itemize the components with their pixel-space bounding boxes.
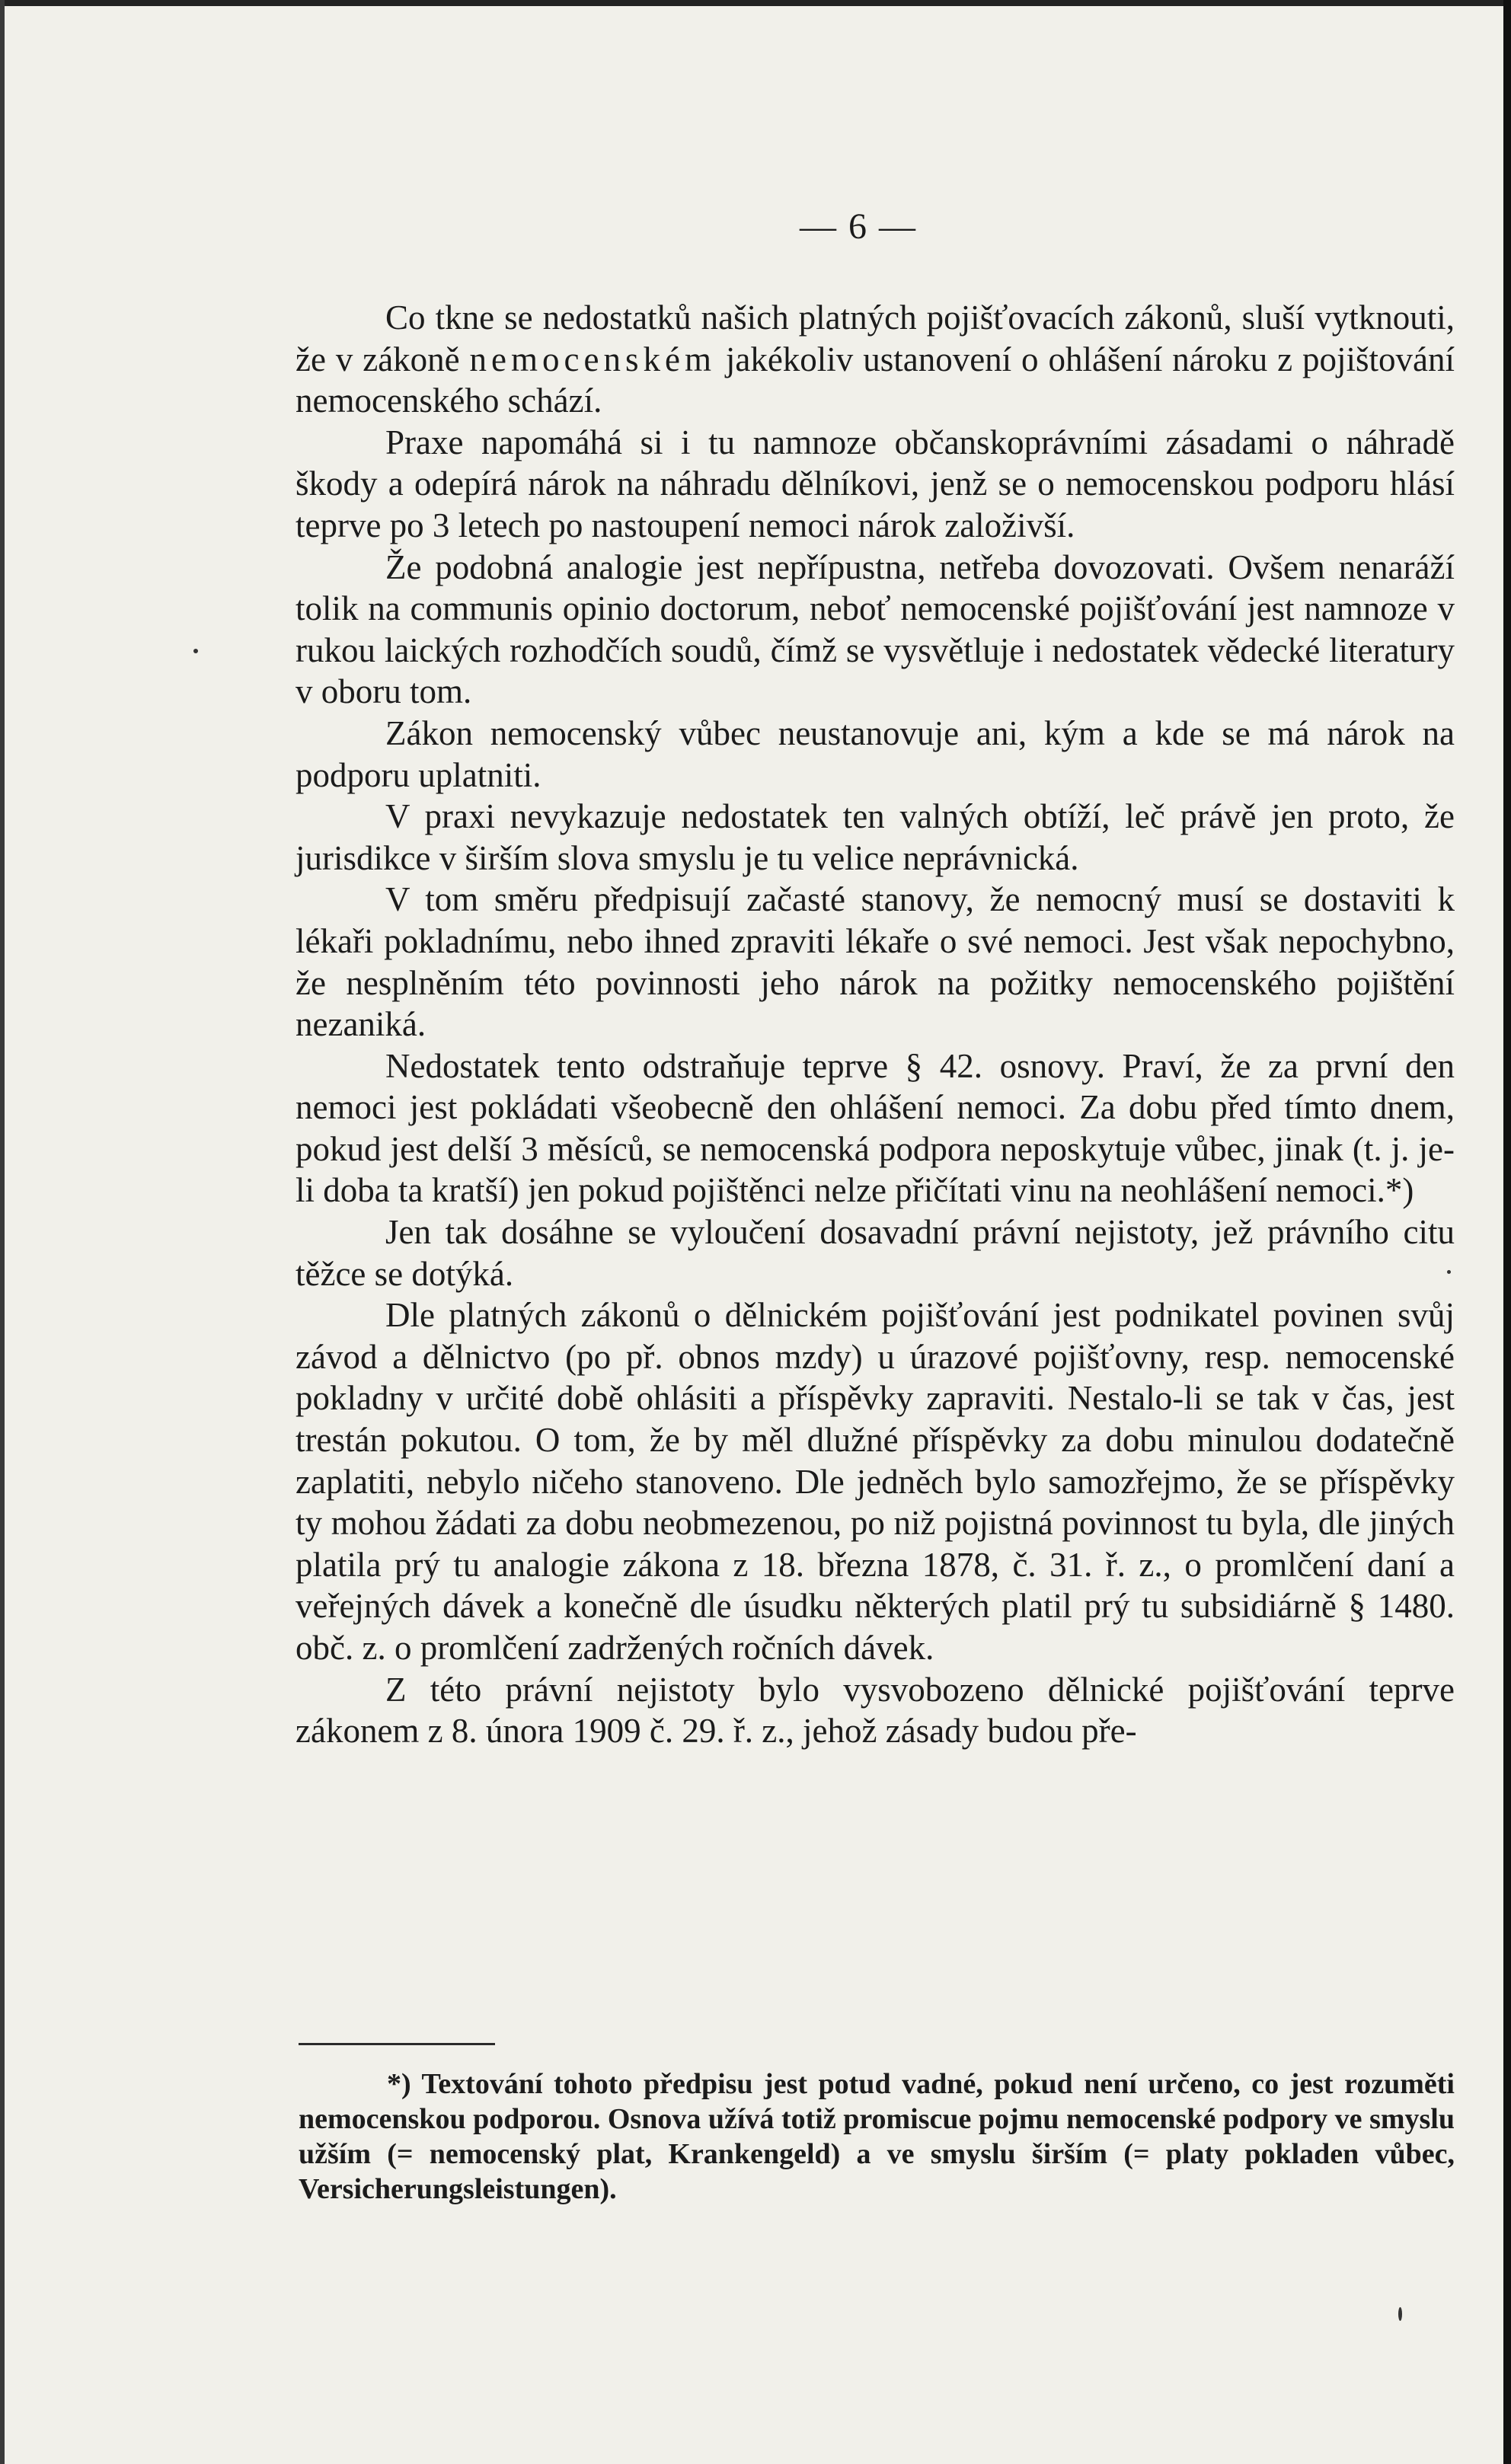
paragraph: Nedostatek tento odstraňuje teprve § 42. osnovy. Praví, že za první den nemoci jest pokládati všeobecně den ohlášení nemoci. Za dobu před tímto dnem, pokud jest delší 3 měsíců, se nemocenská podpora neposkytuje vůbec, jinak (t. j. je-li doba ta kratší) jen pokud pojištěnci nelze přičítati vinu na neohlášení nemoci.*) [295, 1046, 1455, 1210]
footnote [299, 2067, 1455, 2207]
scan-speck [193, 649, 198, 653]
scan-border-top [0, 0, 1511, 6]
paragraph-text: jakékoliv ustanovení o ohlášení nároku z pojištování nemocenského schází. [295, 340, 1455, 420]
paragraph-text: Co tkne se nedostatků našich platných pojišťovacích zákonů, sluší vytknouti, že v zákoně [295, 298, 1455, 378]
paragraph: V praxi nevykazuje nedostatek ten valných obtíží, leč právě jen proto, že jurisdikce v širším slova smyslu je tu velice neprávnická. [295, 797, 1455, 877]
scan-speck [1398, 2307, 1402, 2321]
page-number: — 6 — [800, 206, 917, 247]
scan-border-right [1503, 0, 1511, 2464]
paragraph: Praxe napomáhá si i tu namnoze občanskoprávními zásadami o náhradě škody a odepírá nárok na náhradu dělníkovi, jenž se o nemocenskou podporu hlásí teprve po 3 letech po nastoupení nemoci nárok založivší. [295, 423, 1455, 544]
paragraph: Zákon nemocenský vůbec neustanovuje ani, kým a kde se má nárok na podporu uplatniti. [295, 713, 1455, 794]
paragraph: V tom směru předpisují začasté stanovy, že nemocný musí se dostaviti k lékaři pokladnímu, nebo ihned zpraviti lékaře o své nemoci. Jest však nepochybno, že nesplněním této povinnosti jeho nárok na požitky nemocenského pojištění nezaniká. [295, 880, 1455, 1044]
paragraph [295, 297, 1455, 422]
paragraph: Dle platných zákonů o dělnickém pojišťování jest podnikatel povinen svůj závod a dělnictvo (po př. obnos mzdy) u úrazové pojišťovny, resp. nemocenské pokladny v určité době ohlásiti a příspěvky zapraviti. Nestalo-li se tak v čas, jest trestán pokutou. O tom, že by měl dlužné příspěvky za dobu minulou dodatečně zaplatiti, nebylo ničeho stanoveno. Dle jedněch bylo samozřejmo, že se příspěvky ty mohou žádati za dobu neobmezenou, po niž pojistná povinnost tu byla, dle jiných platila prý tu analogie zákona z 18. března 1878, č. 31. ř. z., o promlčení daní a veřejných dávek a konečně dle úsudku některých platil prý tu subsidiárně § 1480. obč. z. o promlčení zadržených ročních dávek. [295, 1296, 1455, 1667]
scan-speck [1447, 1270, 1451, 1274]
body-text [295, 297, 1455, 1752]
emphasis-word: nemocenském [469, 340, 716, 378]
paragraph: Jen tak dosáhne se vyloučení dosavadní právní nejistoty, jež právního citu těžce se dotýká. [295, 1213, 1455, 1293]
paragraph: Z této právní nejistoty bylo vysvobozeno dělnické pojišťování teprve zákonem z 8. února 1909 č. 29. ř. z., jehož zásady budou pře- [295, 1670, 1455, 1751]
footnote-separator [299, 2043, 495, 2045]
scan-border-left [0, 0, 5, 2464]
footnote-text: *) Textování tohoto předpisu jest potud vadné, pokud není určeno, co jest rozuměti nemocenskou podporou. Osnova užívá totiž promiscue pojmu nemocenské podpory ve smyslu užším (= nemocenský plat, Krankengeld) a ve smyslu širším (= platy pokladen vůbec, Versicherungsleistungen). [299, 2068, 1455, 2205]
paragraph: Že podobná analogie jest nepřípustna, netřeba dovozovati. Ovšem nenaráží tolik na communis opinio doctorum, neboť nemocenské pojišťování jest namnoze v rukou laických rozhodčích soudů, čímž se vysvětluje i nedostatek vědecké literatury v oboru tom. [295, 547, 1455, 711]
